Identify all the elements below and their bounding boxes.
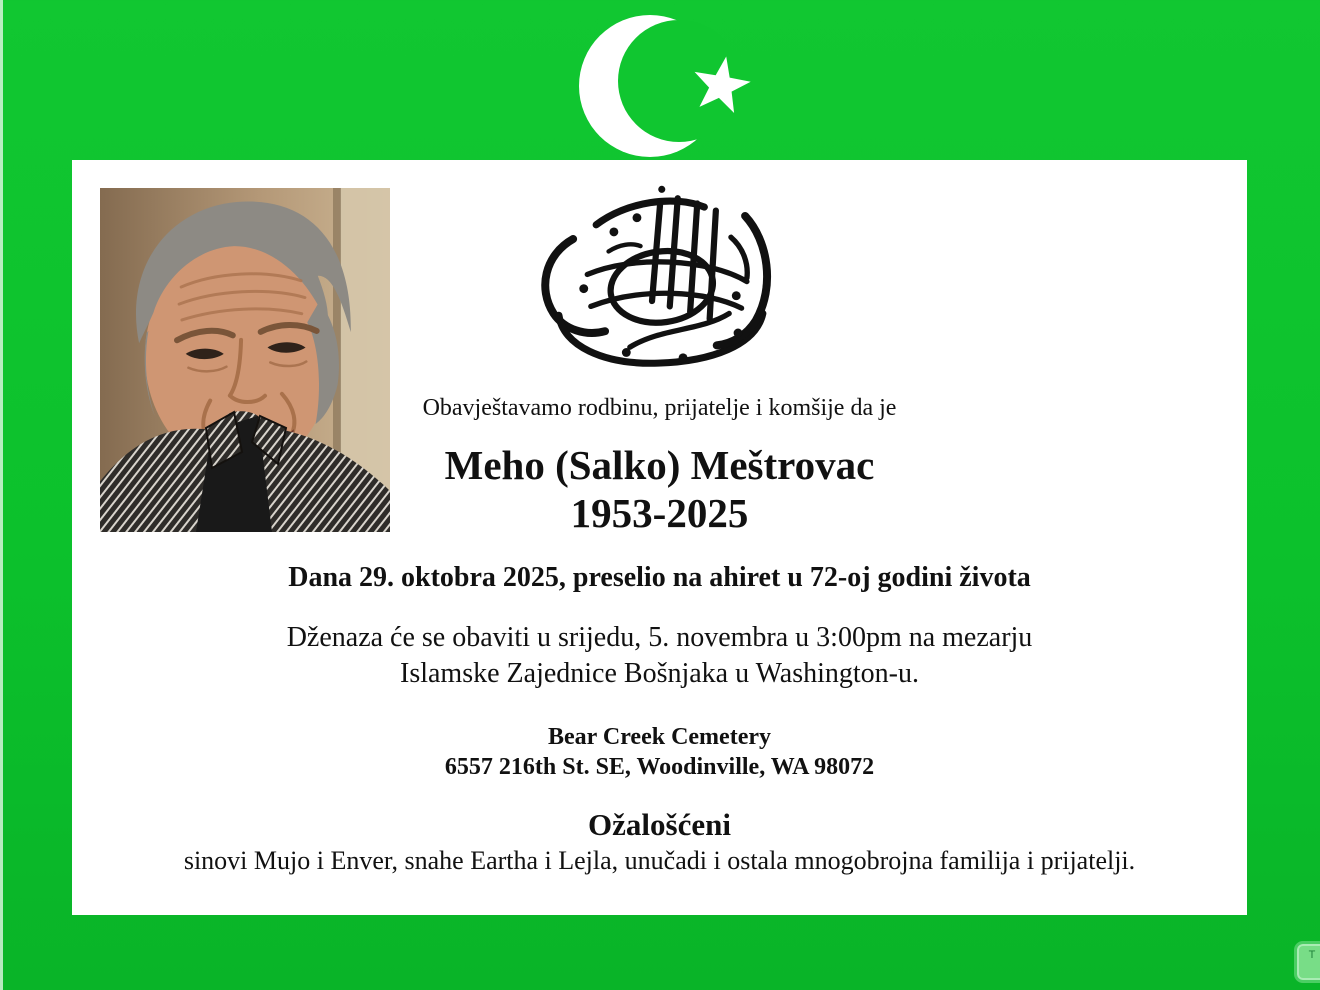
deceased-name: Meho (Salko) Meštrovac bbox=[444, 442, 875, 488]
death-notice: Dana 29. oktobra 2025, preselio na ahiret u 72-oj godini života bbox=[288, 562, 1031, 593]
arabic-calligraphy-icon bbox=[527, 182, 793, 382]
mourners-list: sinovi Mujo i Enver, snahe Eartha i Lejla, unučadi i ostala mnogobrojna familija i prijatelji. bbox=[183, 846, 1136, 875]
intro-text: Obavještavamo rodbinu, prijatelje i komšije da je bbox=[422, 395, 897, 421]
left-edge-highlight bbox=[0, 0, 3, 990]
cemetery-info bbox=[72, 722, 1247, 782]
cemetery-name: Bear Creek Cemetery bbox=[547, 724, 771, 750]
crescent-and-star-icon bbox=[578, 8, 778, 164]
life-years: 1953-2025 bbox=[570, 490, 749, 536]
funeral-details bbox=[72, 620, 1247, 692]
deceased-portrait-photo bbox=[100, 188, 390, 532]
corner-button[interactable] bbox=[1294, 941, 1320, 983]
announcement-card bbox=[72, 160, 1247, 915]
funeral-details-line2: Islamske Zajednice Bošnjaka u Washington-u. bbox=[400, 658, 919, 689]
cemetery-address: 6557 216th St. SE, Woodinville, WA 98072 bbox=[444, 754, 875, 780]
mourners-heading: Ožalošćeni bbox=[588, 807, 731, 842]
corner-button-label: T bbox=[1308, 949, 1316, 961]
funeral-details-line1: Dženaza će se obaviti u srijedu, 5. novembra u 3:00pm na mezarju bbox=[286, 622, 1033, 653]
